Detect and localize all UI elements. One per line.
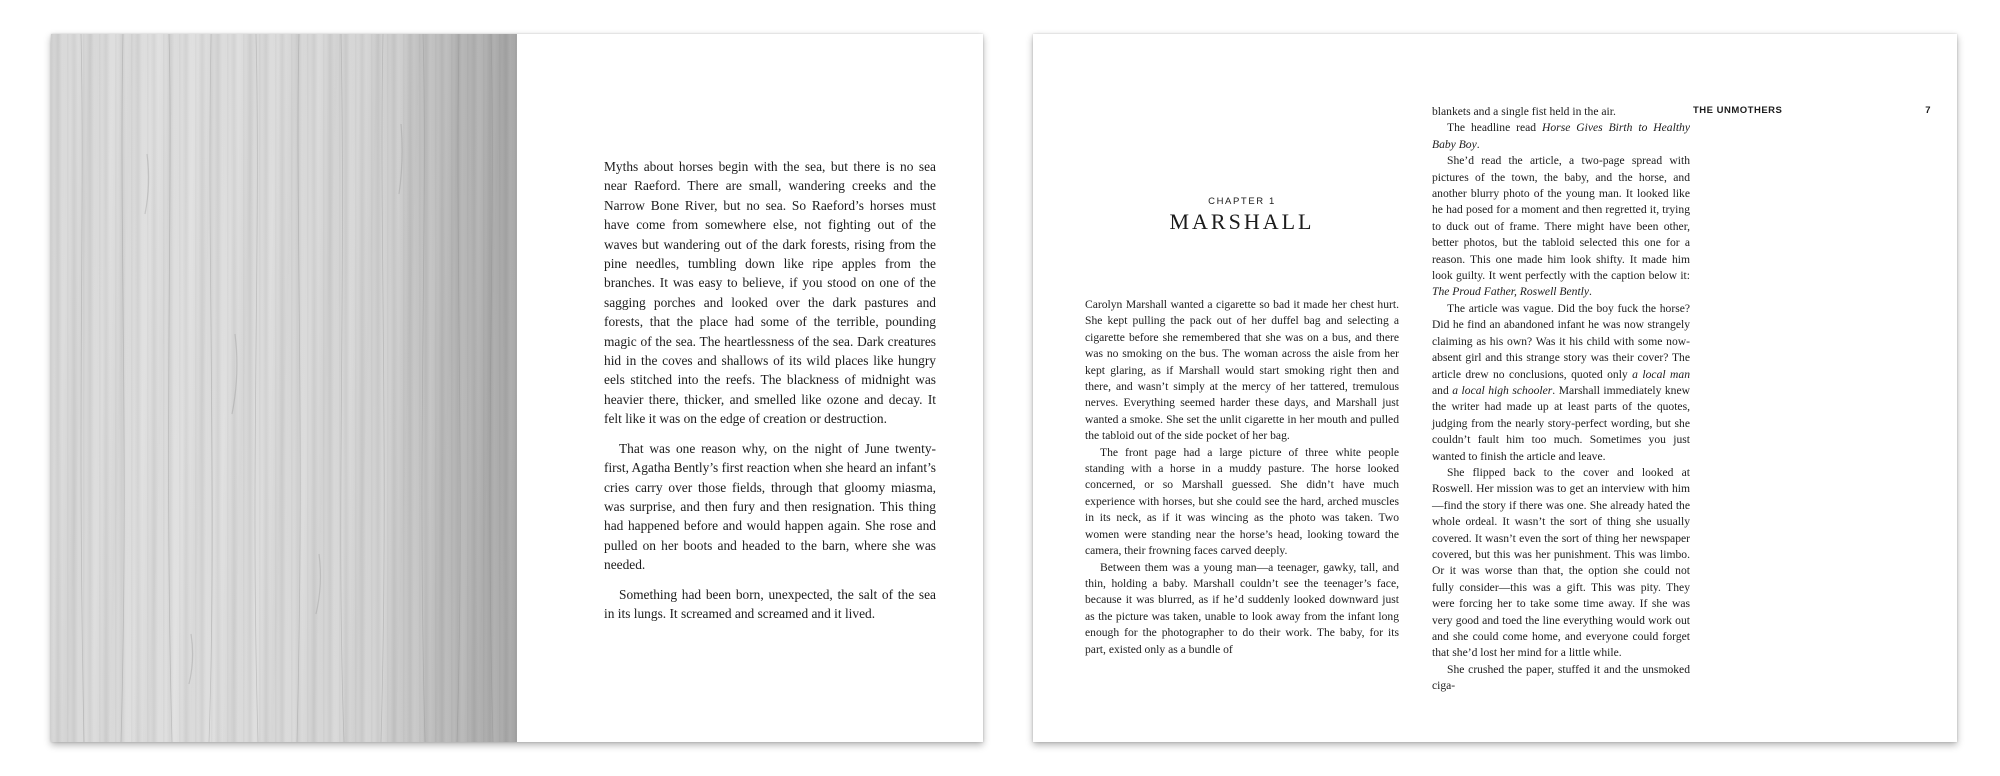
right-column — [1432, 104, 1690, 695]
left-spread — [51, 34, 983, 742]
text-run: . — [1476, 137, 1480, 151]
text-run: . — [1589, 285, 1592, 299]
text-run: . Marshall immediately knew the writer had made up at least parts of the quotes, judging from the nearly story-perfect wording, but she couldn’t fault him too much. Sometimes you just wanted to finish the article and leave. — [1432, 383, 1690, 463]
text-run: She’d read the article, a two-page spread with pictures of the town, the baby, and the horse, and another blurry photo of the young man. It looked like he had posed for a moment and then regretted it, trying to duck out of frame. There might have been other, better photos, but the tabloid selected this one for a reason. This one made him look shifty. It made him look guilty. It went perfectly with the caption below it: — [1432, 154, 1690, 283]
page-number: 7 — [1925, 105, 1931, 116]
paragraph: She flipped back to the cover and looked at Roswell. Her mission was to get an interview with him—find the story if there was one. She already hated the whole ordeal. It wasn’t the sort of thing she usually covered. It wasn’t even the sort of thing her newspaper covered, but this was her punishment. This was limbo. Or it was worse than that, the option she could not fully consider—this was a gift. This was pity. They were forcing her to take some time away. If she was very good and toed the line everything would work out and she could come home, and everyone could forget that she’d lost her mind for a little while. — [1432, 465, 1690, 660]
text-run: and — [1432, 383, 1453, 397]
text-run: The headline read — [1447, 121, 1543, 135]
left-page-text — [604, 157, 936, 623]
paragraph — [1432, 153, 1690, 301]
chapter-label: CHAPTER 1 — [1208, 196, 1276, 207]
text-run: The article was vague. Did the boy fuck the horse? Did he find an abandoned infant he was now strangely claiming as his own? Was it his child with some now-absent girl and this strange story was their cover? The article drew no conclusions, quoted only — [1432, 301, 1690, 381]
paragraph — [1432, 120, 1690, 153]
paragraph: Carolyn Marshall wanted a cigarette so bad it made her chest hurt. She kept pulling the pack out of her duffel bag and selecting a cigarette before she remembered that she was on a bus, and there was no smoking on the bus. The woman across the aisle from her kept glaring, as if Marshall would start smoking right then and there, and wasn’t simply at the mercy of her tattered, tremulous nerves. Everything seemed harder these days, and Marshall just wanted a smoke. She set the unlit cigarette in her mouth and pulled the tabloid out of the side pocket of her bag. — [1085, 298, 1399, 443]
paragraph: blankets and a single fist held in the air. — [1432, 105, 1616, 118]
paragraph — [1432, 301, 1690, 465]
paragraph: Something had been born, unexpected, the salt of the sea in its lungs. It screamed and screamed and it lived. — [604, 586, 936, 621]
paragraph: That was one reason why, on the night of June twenty-first, Agatha Bently’s first reaction when she heard an infant’s cries carry over those fields, through that gloomy miasma, was surprise, and then fury and then resignation. This thing had happened before and would happen again. She rose and pulled on her boots and headed to the barn, where she was needed. — [604, 440, 936, 573]
right-spread — [1033, 34, 1957, 742]
chapter-title: MARSHALL — [1169, 209, 1315, 234]
caption-italic: The Proud Father, Roswell Bently — [1432, 285, 1590, 299]
paragraph: Between them was a young man—a teenager, gawky, tall, and thin, holding a baby. Marshall couldn’t see the teenager’s face, because it was blurred, as if he’d suddenly looked downward just as the picture was taken, unable to look away from the infant long enough for the photographer to do their work. The baby, for its part, existed only as a bundle of — [1085, 560, 1399, 656]
paragraph: She crushed the paper, stuffed it and the unsmoked ciga- — [1432, 662, 1690, 693]
paragraph: The front page had a large picture of three white people standing with a horse in a muddy pasture. The horse looked concerned, or so Marshall guessed. She didn’t have much experience with horses, but she could see the hard, arched muscles in its neck, as if it was wincing as the photo was taken. Two women were standing near the horse’s head, looking toward the camera, their frowning faces carved deeply. — [1085, 445, 1399, 558]
wood-grain-illustration — [51, 34, 517, 742]
running-head-title: THE UNMOTHERS — [1693, 105, 1783, 116]
paragraph: Myths about horses begin with the sea, but there is no sea near Raeford. There are small, wandering creeks and the Narrow Bone River, but no sea. So Raeford’s horses must have come from somewhere else, not fighting out of the waves but wandering out of the dark forests, rising from the pine needles, tumbling down like ripe apples from the branches. It was easy to believe, if you stood on one of the sagging porches and looked over the dark pastures and forests, that the place had some of the terrible, pounding magic of the sea. The heartlessness of the sea. Dark creatures hid in the coves and shallows of its wild places like hungry eels stitched into the reefs. The blackness of midnight was heavier there, thicker, and smelled like ozone and decay. It felt like it was on the edge of creation or destruction. — [604, 159, 936, 427]
quote-italic: a local man — [1632, 367, 1690, 381]
wood-texture-image — [51, 34, 517, 742]
headline-italic: Horse Gives Birth to Healthy Baby Boy — [1432, 121, 1690, 151]
left-column — [1085, 297, 1399, 658]
quote-italic: a local high schooler — [1452, 383, 1553, 397]
